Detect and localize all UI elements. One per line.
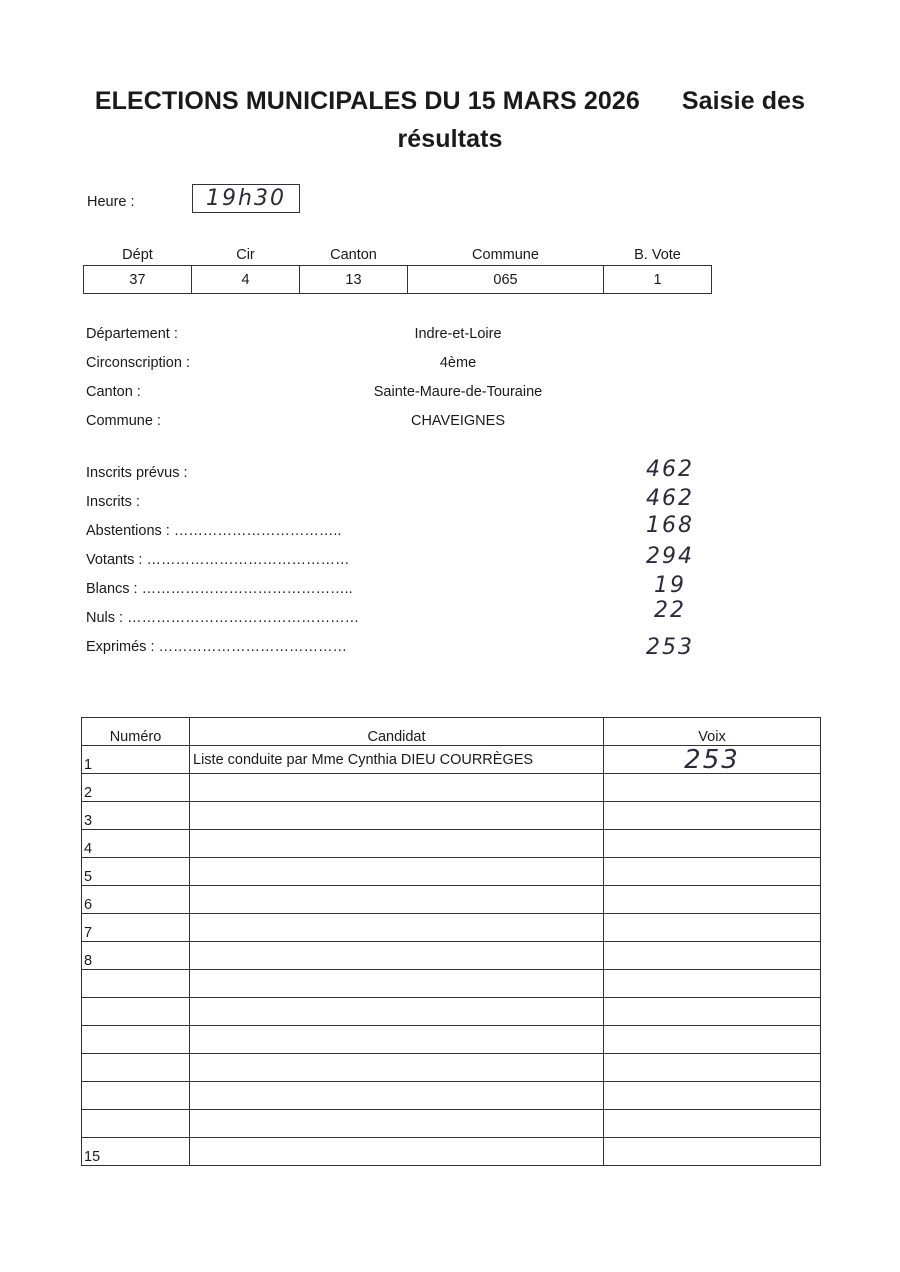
table-row <box>82 1082 821 1110</box>
page-title <box>60 82 840 158</box>
title-main: ELECTIONS MUNICIPALES DU 15 MARS 2026 <box>94 87 640 115</box>
candidate-voix[interactable] <box>604 1026 821 1054</box>
code-header: Commune <box>472 247 539 263</box>
row-number <box>82 970 190 998</box>
candidate-voix[interactable] <box>604 1082 821 1110</box>
info-label-canton: Canton : <box>86 384 141 400</box>
candidate-voix[interactable] <box>604 1138 821 1166</box>
info-value-circonscription: 4ème <box>439 355 477 371</box>
codes-header-row <box>84 245 712 266</box>
candidates-header-row <box>82 718 821 746</box>
row-number: 6 <box>82 886 190 914</box>
heure-field[interactable]: 19h30 <box>192 184 300 213</box>
candidate-name <box>190 1138 604 1166</box>
result-label-abstentions: Abstentions : …………………………….. <box>86 523 342 539</box>
result-label-inscrits: Inscrits : <box>86 494 140 510</box>
candidate-voix[interactable] <box>604 1054 821 1082</box>
result-label-votants: Votants : …………………………………… <box>86 552 350 568</box>
title-line2: résultats <box>397 125 503 153</box>
candidate-voix[interactable]: 253 <box>604 746 821 774</box>
row-number: 4 <box>82 830 190 858</box>
row-number <box>82 1082 190 1110</box>
candidate-name <box>190 774 604 802</box>
candidate-voix[interactable] <box>604 942 821 970</box>
row-number: 8 <box>82 942 190 970</box>
code-value-canton: 13 <box>300 266 408 294</box>
table-row <box>82 1054 821 1082</box>
candidate-name <box>190 942 604 970</box>
info-label-commune: Commune : <box>86 413 161 429</box>
table-row <box>82 914 821 942</box>
candidate-name <box>190 914 604 942</box>
candidate-voix[interactable] <box>604 774 821 802</box>
table-row <box>82 1026 821 1054</box>
row-number: 2 <box>82 774 190 802</box>
code-header: Canton <box>330 247 377 263</box>
candidate-name <box>190 886 604 914</box>
candidates-table <box>81 717 821 1166</box>
result-value-inscrits[interactable]: 462 <box>646 486 694 511</box>
table-row <box>82 1138 821 1166</box>
codes-table <box>83 245 712 294</box>
candidate-name <box>190 1054 604 1082</box>
info-value-commune: CHAVEIGNES <box>410 413 505 429</box>
candidate-name <box>190 970 604 998</box>
result-value-blancs[interactable]: 19 <box>654 573 686 598</box>
candidate-name <box>190 1026 604 1054</box>
row-number: 1 <box>82 746 190 774</box>
candidate-voix[interactable] <box>604 998 821 1026</box>
info-value-canton: Sainte-Maure-de-Touraine <box>373 384 543 400</box>
info-value-departement: Indre-et-Loire <box>414 326 502 342</box>
result-value-exprimes[interactable]: 253 <box>646 635 694 660</box>
candidate-name <box>190 802 604 830</box>
row-number: 7 <box>82 914 190 942</box>
candidate-name <box>190 830 604 858</box>
table-row <box>82 746 821 774</box>
codes-value-row <box>84 266 712 294</box>
row-number: 5 <box>82 858 190 886</box>
row-number <box>82 998 190 1026</box>
result-value-nuls[interactable]: 22 <box>654 598 686 623</box>
row-number <box>82 1054 190 1082</box>
candidate-voix[interactable] <box>604 802 821 830</box>
code-value-dept: 37 <box>84 266 192 294</box>
candidate-voix[interactable] <box>604 886 821 914</box>
table-row <box>82 830 821 858</box>
table-row <box>82 858 821 886</box>
result-value-abstentions[interactable]: 168 <box>646 513 694 538</box>
candidate-name: Liste conduite par Mme Cynthia DIEU COURRÈGES <box>190 746 604 774</box>
header-numero: Numéro <box>82 718 190 746</box>
table-row <box>82 886 821 914</box>
candidate-voix[interactable] <box>604 858 821 886</box>
table-row <box>82 970 821 998</box>
table-row <box>82 1110 821 1138</box>
code-header: Dépt <box>122 247 153 263</box>
candidate-voix[interactable] <box>604 1110 821 1138</box>
candidate-voix[interactable] <box>604 830 821 858</box>
candidate-voix[interactable] <box>604 970 821 998</box>
code-value-bureau: 1 <box>604 266 712 294</box>
header-voix: Voix <box>604 718 821 746</box>
header-candidat: Candidat <box>190 718 604 746</box>
result-value-votants[interactable]: 294 <box>646 544 694 569</box>
result-label-blancs: Blancs : …………………………………….. <box>86 581 353 597</box>
result-label-exprimes: Exprimés : ………………………………… <box>86 639 348 655</box>
result-value-inscrits-prevus[interactable]: 462 <box>646 457 694 482</box>
candidate-voix[interactable] <box>604 914 821 942</box>
heure-label: Heure : <box>87 194 135 210</box>
code-header: B. Vote <box>634 247 681 263</box>
result-label-inscrits-prevus: Inscrits prévus : <box>86 465 188 481</box>
info-label-departement: Département : <box>86 326 178 342</box>
code-header: Cir <box>236 247 255 263</box>
code-value-cir: 4 <box>192 266 300 294</box>
result-label-nuls: Nuls : ………………………………………… <box>86 610 360 626</box>
row-number: 15 <box>82 1138 190 1166</box>
row-number <box>82 1110 190 1138</box>
title-suffix: Saisie des <box>681 87 806 115</box>
table-row <box>82 802 821 830</box>
table-row <box>82 774 821 802</box>
row-number <box>82 1026 190 1054</box>
table-row <box>82 998 821 1026</box>
candidate-name <box>190 1082 604 1110</box>
candidate-name <box>190 858 604 886</box>
row-number: 3 <box>82 802 190 830</box>
code-value-commune: 065 <box>408 266 604 294</box>
table-row <box>82 942 821 970</box>
info-label-circonscription: Circonscription : <box>86 355 190 371</box>
candidate-name <box>190 998 604 1026</box>
candidate-name <box>190 1110 604 1138</box>
